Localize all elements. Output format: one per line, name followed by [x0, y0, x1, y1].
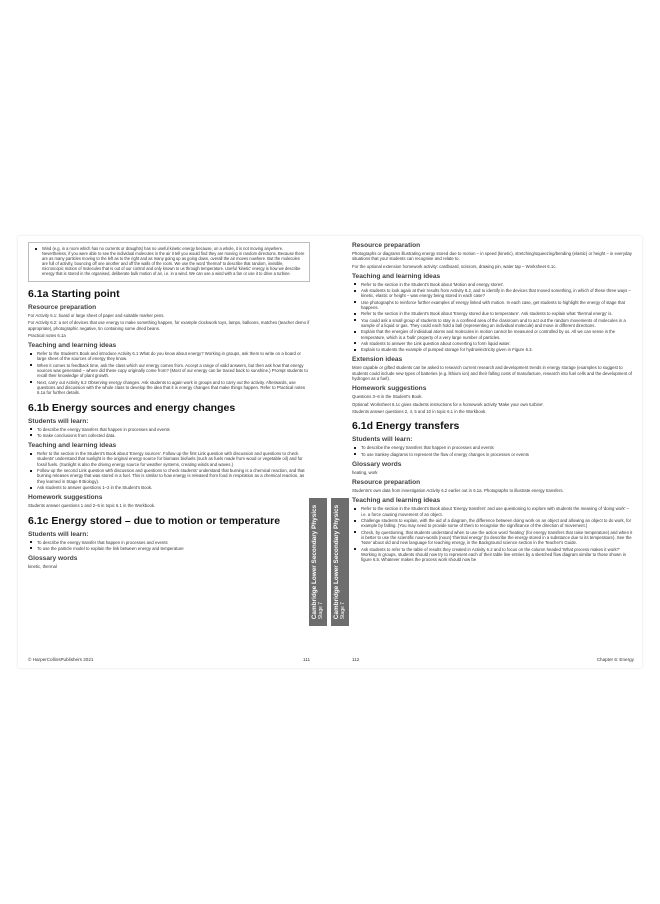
- note-box-list: [33, 246, 305, 276]
- heading-homework: Homework suggestions: [352, 385, 427, 393]
- bullet-list: [352, 445, 634, 457]
- paragraph: Students's own data from investigation Activity 6.2 earlier out in 6.1a. Photographs to illustrate energy transfers.: [352, 488, 564, 494]
- list-item: Explain to students the example of pumped storage for hydroelectricity given in Figure 6.3.: [352, 347, 634, 352]
- section-title-6-1c: 6.1c Energy stored – due to motion or temperature: [28, 514, 281, 527]
- paragraph: Practical notes 6.1a: [28, 332, 66, 338]
- paragraph: Questions 3–6 in the Student's Book.: [352, 394, 423, 400]
- left-page: [18, 236, 318, 668]
- section-title-6-1a: 6.1a Starting point: [28, 288, 120, 300]
- paragraph: heating, work: [352, 469, 378, 475]
- heading-extension: Extension ideas: [352, 356, 403, 364]
- list-item: When it comes to feedback time, ask the class which our energy comes from. Accept a range of valid answers, but then ask how that energy sources was generated – where did these copy originally come from? (Most of our energy can be traced back to sunshine.) Prompt students to recall their knowledge of plant growth.: [28, 363, 310, 379]
- section-title-6-1d: 6.1d Energy transfers: [352, 420, 460, 433]
- paragraph: Students answer questions 1 and 2–5 in topic 6.1 in the Workbook.: [28, 503, 156, 509]
- page-number-right: 112: [352, 657, 360, 662]
- list-item: Follow up the second Link question with discussion and questions to check students' understand that burning is a chemical reaction, and that burning releases energy that was stored in a fuel. This is similar to how energy is released from food in respiration as a chemical reaction, as they learned in Stage 8 Biology).: [28, 468, 310, 484]
- heading-teaching-ideas: Teaching and learning ideas: [352, 497, 441, 505]
- book-spread: [18, 236, 642, 668]
- list-item: Ask students to look again at their results from Activity 6.2, and to identify in the devices that moved something, in which of these three ways – kinetic, elastic or height – was energy being stored in each case?: [352, 288, 634, 299]
- list-item: Refer to the section in the Student's Book about 'Energy transfers' and use questioning to explore with students the meaning of 'doing work' – i.e. a force causing movement of an object.: [352, 506, 634, 517]
- heading-teaching-ideas: Teaching and learning ideas: [28, 442, 117, 450]
- heading-teaching-ideas: Teaching and learning ideas: [28, 342, 117, 350]
- list-item: To use Sankey diagrams to represent the flow of energy changes in processes or events: [352, 452, 634, 457]
- footer-copyright: © HarperCollinsPublishers 2021: [28, 657, 94, 662]
- paragraph: kinetic, thermal: [28, 564, 57, 570]
- heading-teaching-ideas: Teaching and learning ideas: [352, 272, 441, 280]
- heading-students-will-learn: Students will learn:: [352, 436, 413, 444]
- heading-homework: Homework suggestions: [28, 494, 103, 502]
- list-item: Ask students to refer to the table of results they created in Activity 6.2 and to focus on the column headed 'What process makes it work?' Working in groups, students should now try to represent each of their table line entries by a sketched flow diagram similar to those shown in figure 6.5. Whatever makes the process work should now be: [352, 547, 634, 563]
- list-item: Refer to the section in the Student's Book about 'Energy stored due to temperature'. Ask students to explain what 'thermal energy' is.: [352, 311, 634, 316]
- section-title-6-1b: 6.1b Energy sources and energy changes: [28, 401, 236, 414]
- right-page: [342, 236, 642, 668]
- left-content: [18, 288, 318, 569]
- right-content: [342, 242, 642, 562]
- bullet-list: [352, 282, 634, 353]
- list-item: To describe the energy transfers that happen in processes and events: [28, 427, 310, 432]
- spine-stage: Stage 7: [340, 601, 346, 620]
- list-item: Check, by questioning, that students understand when to use the action word 'heating' (for energy transfers that raise temperature) and when it is better to use the scientific noun-words (noun) 'thermal energy' (to describe the energy stored in a substance due to its temperature). See the 'Note' about old and new language for teaching energy, in the Background science section in the Teacher's Guide.: [352, 530, 634, 546]
- list-item: To make conclusions from collected data.: [28, 433, 310, 438]
- spine-title: Cambridge Lower Secondary Physics: [333, 504, 340, 620]
- bullet-list: [28, 351, 310, 395]
- list-item: Refer to the section in the Student's Book about 'Energy sources'. Follow up the first Link question with discussion and questions to check students' understand that sunlight is the original energy source for biomass biofuels (such as fuels made from wood or vegetable oil) and for fossil fuels. (Sunlight is also the driving energy source for weather systems, creating winds and waves.): [28, 451, 310, 467]
- heading-glossary: Glossary words: [352, 460, 402, 468]
- spine-title: Cambridge Lower Secondary Physics: [311, 504, 318, 620]
- paragraph: For Activity 6.2: a set of devices that use energy to make something happen, for example clockwork toys, lamps, balloons, matches (teacher demo if appropriate), photographic negative, tin containing some dried beans.: [28, 320, 310, 331]
- spine-tab-left: [309, 498, 327, 626]
- heading-students-will-learn: Students will learn:: [28, 530, 89, 538]
- bullet-list: [28, 451, 310, 490]
- list-item: To describe the energy transfer that happen in processes and events: [28, 540, 310, 545]
- list-item: To describe the energy transfers that happen in processes and events: [352, 445, 634, 450]
- list-item: Refer to the Student's Book and introduce Activity 6.1 What do you know about energy? Working in groups, ask them to write on a board or large sheet of the sources of energy they know.: [28, 351, 310, 362]
- bullet-list: [28, 427, 310, 439]
- note-box-item: Wind (e.g. in a room which has no currents or draughts) has no useful kinetic energy because, on a whole, it is not moving anywhere. Nevertheless, if you were able to see the individual molecules in the air it tell you would find they are moving in random directions. Because there are as many particles moving to the left as to the right and as many going up as going down, overall the air moves nowhere. But the molecules are full of activity, bouncing off one another and off the walls of the room. We use the word 'thermal' to describe that random, invisible, microscopic motion of molecules that is out of our control and only known to us through temperature. Useful 'kinetic' energy is how we describe energy that is stored in the organised, deliberate bulk motion of air, i.e. in a wind. We can use a wind with a fan or use it to drive a turbine.: [33, 246, 305, 276]
- bullet-list: [28, 540, 310, 552]
- heading-resource-preparation: Resource preparation: [28, 304, 97, 311]
- list-item: You could ask a small group of students to stay in a confined area of the classroom and to act out the random movements of molecules in a sample of a liquid or gas. They could each hold a ball (representing an individual molecule) and move in different directions.: [352, 318, 634, 329]
- bullet-list: [352, 506, 634, 562]
- list-item: Ask students to answer the Link question about converting to form liquid water.: [352, 341, 634, 346]
- spine-stage: Stage 7: [318, 601, 324, 620]
- list-item: Challenge students to explain, with the aid of a diagram, the difference between doing work on an object and allowing an object to do work, for example by falling. (You may need to provide some of them to recognise the significance of the direction of movement.): [352, 518, 634, 529]
- paragraph: Students answer questions 2, 4, 5 and 10 in topic 6.1 in the Workbook.: [352, 408, 487, 414]
- list-item: Explain that the energies of individual atoms and molecules in motion cannot be measured or controlled by us. All we can sense is the temperature, which is a 'bulk' property of a very large number of particles.: [352, 329, 634, 340]
- list-item: Next, carry out Activity 6.2 Observing energy changes. Ask students to again work in groups and to carry out the activity. Afterwards, use questions and discussion with the whole class to develop the idea that it is energy changes that make things happen. Refer to Practical notes 6.1a for further details.: [28, 380, 310, 396]
- paragraph: More capable or gifted students can be asked to research current research and development trends in energy storage (examples to suggest to students could include new types of batteries (e.g. lithium ion) and their falling costs of manufacture, research into fuel cells and the development of hydrogen as a fuel).: [352, 365, 632, 382]
- paragraph: For Activity 6.1: board or large sheet of paper and suitable marker pens.: [28, 313, 165, 318]
- heading-resource-preparation: Resource preparation: [352, 242, 421, 249]
- heading-resource-preparation: Resource preparation: [352, 479, 421, 487]
- paragraph: For the optional extension homework activity: cardboard, scissors, drawing pin, water tap – Worksheet 6.1c.: [352, 263, 557, 269]
- footer-chapter: Chapter 6: Energy: [596, 657, 634, 662]
- heading-glossary: Glossary words: [28, 555, 78, 563]
- list-item: Use photographs to reinforce further examples of energy linked with motion. In each case, get students to highlight the energy of stage that happens.: [352, 300, 634, 311]
- paragraph: Photographs or diagrams illustrating energy stored due to motion – in speed (kinetic), stretching/squeezing/bending (elastic) or height – in everyday situations that your students can recognise and relate to.: [352, 251, 632, 262]
- list-item: To use the particle model to explain the link between energy and temperature: [28, 546, 310, 551]
- list-item: Ask students to answer questions 1–2 in the Student's Book.: [28, 485, 310, 490]
- heading-students-will-learn: Students will learn:: [28, 417, 89, 425]
- paragraph: Optional: Worksheet 6.1c gives students instructions for a homework activity 'Make your own turbine'.: [352, 401, 545, 407]
- list-item: Refer to the section in the Student's Book about 'Motion and energy stores'.: [352, 282, 634, 287]
- note-box: [28, 242, 310, 282]
- page-number-left: 111: [303, 657, 310, 662]
